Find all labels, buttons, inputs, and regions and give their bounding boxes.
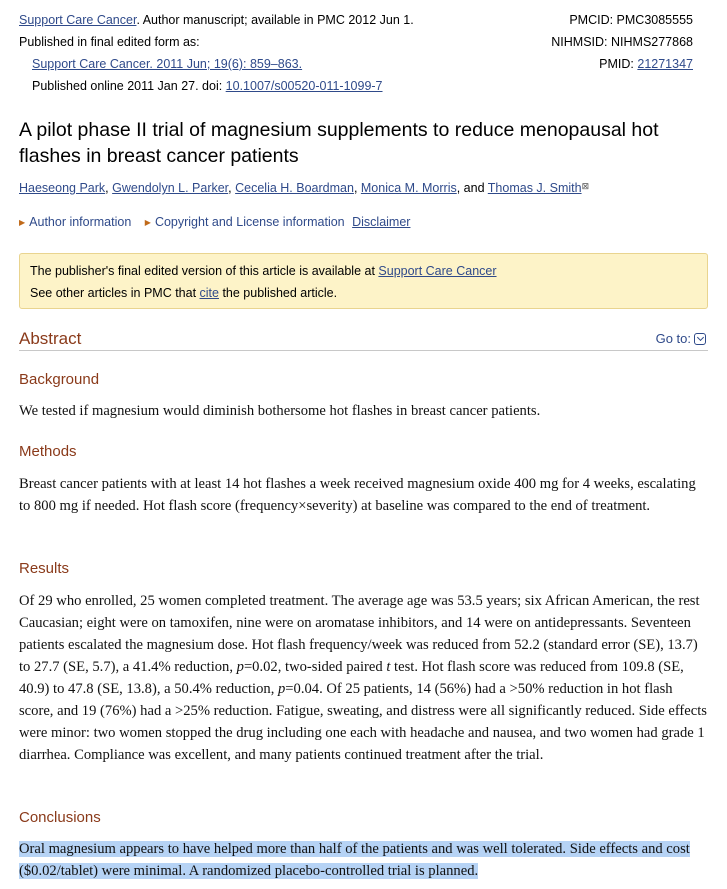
pmid-link[interactable]: 21271347 (637, 57, 693, 71)
copyright-label: Copyright and License information (154, 215, 345, 229)
conclusions-selection: Oral magnesium appears to have helped more than half of the patients and was well tolerated. Side effects and cost ($0.02/tablet) were minimal. A randomized placebo-controlled trial is planned. (19, 841, 690, 879)
citation-left (19, 9, 414, 97)
author-separator: , (228, 181, 236, 195)
methods-heading: Methods (19, 443, 77, 460)
author-list (19, 181, 589, 195)
journal-link[interactable]: Support Care Cancer (19, 13, 137, 27)
author-link[interactable]: Monica M. Morris (360, 181, 457, 195)
info-bar (19, 215, 410, 229)
notice-text: the published article. (218, 286, 338, 300)
results-heading: Results (19, 560, 70, 577)
manuscript-note: . Author manuscript; available in PMC 2012 Jun 1. (136, 13, 414, 27)
conclusions-heading: Conclusions (19, 809, 101, 826)
notice-line-2 (30, 282, 697, 304)
doi-link[interactable]: 10.1007/s00520-011-1099-7 (225, 79, 383, 93)
citation-link[interactable]: Support Care Cancer. 2011 Jun; 19(6): 859–863. (32, 57, 303, 71)
email-icon[interactable]: ⊠ (581, 181, 590, 191)
conclusions-text (19, 838, 709, 882)
results-italic: t (386, 659, 391, 675)
author-separator: , and (456, 181, 488, 195)
background-heading: Background (19, 371, 100, 388)
results-span: =0.04. Of 25 patients, 14 (56%) had a >50% reduction in hot flash score, and 19 (76%) had a >25% reduction. Fatigue, sweating, and distress were all significantly reduced. Side effects were minor: two women stopped the drug including one each with headache and nausea, and two women had grade 1 diarrhea. Compliance was excellent, and many patients continued treatment after the trial. (19, 681, 707, 763)
notice-line-1 (30, 260, 697, 282)
author-link[interactable]: Thomas J. Smith (487, 181, 582, 195)
background-text: We tested if magnesium would diminish bothersome hot flashes in breast cancer patients. (19, 403, 541, 419)
pmcid: PMCID: PMC3085555 (569, 13, 693, 27)
abstract-header (19, 327, 708, 351)
results-italic: p (236, 659, 244, 675)
publisher-notice (19, 253, 708, 309)
nihmsid: NIHMSID: NIHMS277868 (551, 35, 693, 49)
copyright-toggle[interactable] (145, 215, 345, 229)
goto-menu[interactable] (656, 331, 706, 346)
chevron-down-icon (694, 333, 706, 345)
manuscript-line (19, 9, 414, 31)
author-separator: , (105, 181, 113, 195)
author-link[interactable]: Cecelia H. Boardman (235, 181, 354, 195)
methods-text: Breast cancer patients with at least 14 hot flashes a week received magnesium oxide 400 mg for 4 weeks, escalating to 800 mg if needed. Hot flash score (frequency×severity) at baseline was compared to the end of treatment. (19, 476, 696, 514)
results-text (19, 590, 709, 766)
author-link[interactable]: Gwendolyn L. Parker (112, 181, 229, 195)
article-title: A pilot phase II trial of magnesium supplements to reduce menopausal hot flashes in breast cancer patients (19, 119, 659, 167)
results-span: test. Hot flash score was reduced from 109.8 (SE, 40.9) to 47.8 (SE, 13.8), a 50.4% reduction, (19, 659, 684, 697)
disclaimer-link[interactable]: Disclaimer (352, 215, 411, 229)
author-link[interactable]: Haeseong Park (19, 181, 106, 195)
author-information-toggle[interactable] (19, 215, 131, 229)
results-italic: p (278, 681, 286, 697)
author-separator: , (353, 181, 361, 195)
published-final-label: Published in final edited form as: (19, 35, 200, 49)
citation-ids (551, 9, 693, 75)
results-span: =0.02, two-sided paired (243, 659, 387, 675)
publisher-link[interactable]: Support Care Cancer (378, 264, 497, 278)
author-information-label: Author information (29, 215, 132, 229)
published-online-line (19, 75, 414, 97)
triangle-right-icon: ▶ (19, 218, 26, 227)
notice-text: See other articles in PMC that (30, 286, 200, 300)
published-online-prefix: Published online 2011 Jan 27. doi: (32, 79, 226, 93)
citation-line (19, 53, 414, 75)
pmid-line (551, 53, 693, 75)
pmid-label: PMID: (599, 57, 638, 71)
results-span: Of 29 who enrolled, 25 women completed treatment. The average age was 53.5 years; six African American, the rest Caucasian; eight were on tamoxifen, nine were on aromatase inhibitors, and 14 were on antidepressants. Seventeen patients escalated the magnesium dose. Hot flash frequency/week was reduced from 52.2 (standard error (SE), 13.7) to 27.7 (SE, 5.7), a 41.4% reduction, (19, 593, 700, 675)
cite-link[interactable]: cite (199, 286, 219, 300)
goto-label: Go to: (655, 331, 691, 346)
abstract-heading: Abstract (19, 329, 82, 348)
triangle-right-icon: ▶ (144, 218, 151, 227)
notice-text: The publisher's final edited version of this article is available at (30, 264, 379, 278)
